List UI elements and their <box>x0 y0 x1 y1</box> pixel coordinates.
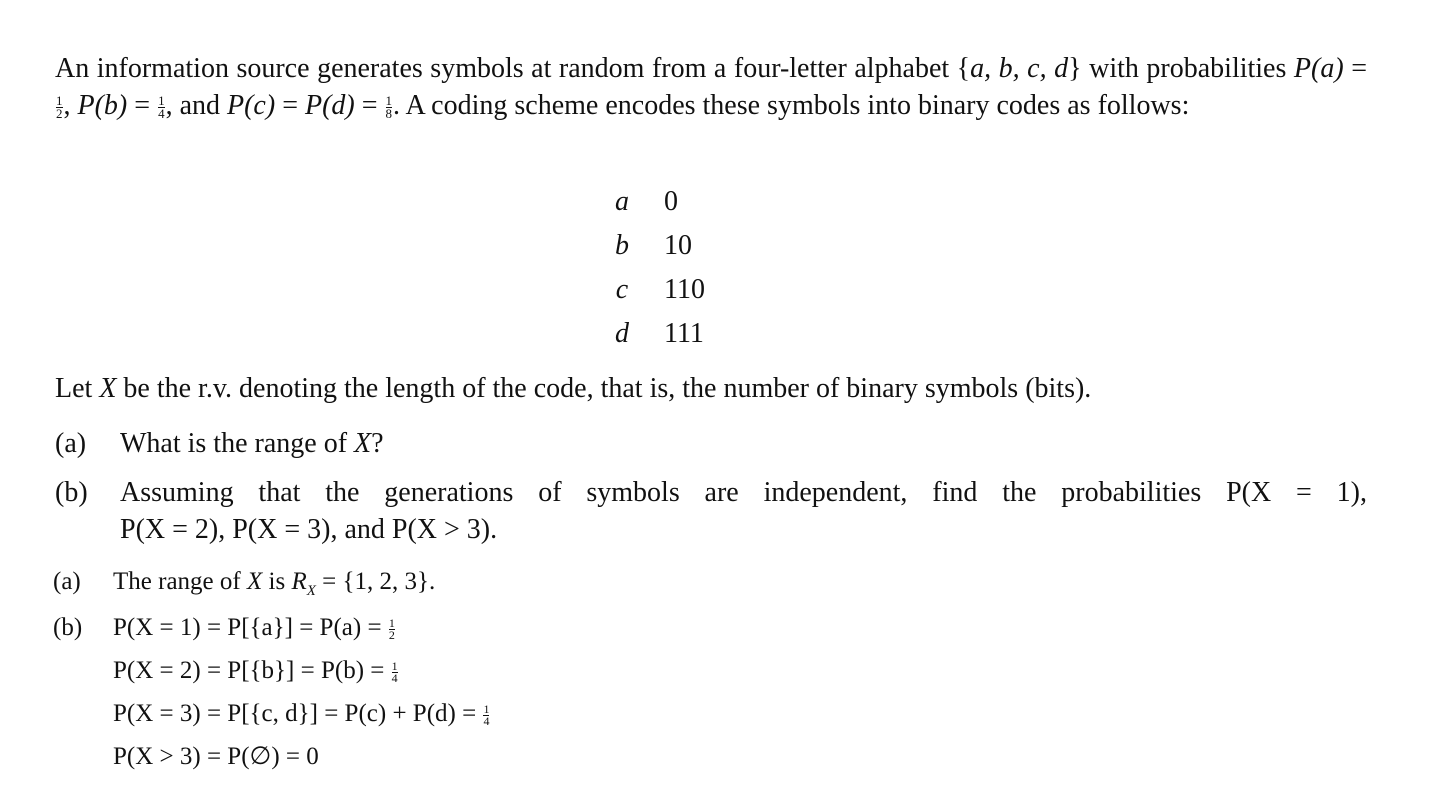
frac-den: 4 <box>158 106 165 122</box>
code-table <box>582 180 705 356</box>
fraction <box>483 704 489 727</box>
question-a <box>55 425 1367 462</box>
intro-text-3: , and <box>165 90 227 121</box>
frac-den: 2 <box>56 106 63 122</box>
question-label: (b) <box>55 477 88 508</box>
solution-text: P(X = 1) = P[{a}] = P(a) = <box>113 614 388 641</box>
frac-den: 2 <box>388 628 395 643</box>
fraction <box>389 618 395 641</box>
equals: = <box>275 90 305 121</box>
frac-den: 4 <box>483 714 490 729</box>
equals: = <box>354 90 385 121</box>
document <box>55 50 1367 124</box>
frac-num: 1 <box>385 93 393 109</box>
prob-c-label: P(c) <box>227 90 276 121</box>
code-symbol: c <box>615 274 629 305</box>
question-label: (a) <box>55 428 87 459</box>
range-subscript: X <box>306 583 316 599</box>
fraction-eighth <box>386 95 393 120</box>
solution-line-3 <box>113 692 490 735</box>
prob-a-label: P(a) <box>1293 53 1344 84</box>
question-text: ? <box>371 428 384 459</box>
let-text-2: be the r.v. denoting the length of the code, that is, the number of binary symbols (bits). <box>116 373 1092 404</box>
question-line-1: Assuming that the generations of symbols are independent, find the probabilities P(X = 1), <box>120 477 1367 508</box>
frac-den: 4 <box>391 671 398 686</box>
intro-text-4: . A coding scheme encodes these symbols into binary codes as follows: <box>393 90 1190 121</box>
code-row <box>582 224 705 268</box>
solution-line-2 <box>113 649 490 692</box>
solution-text: is <box>262 568 292 595</box>
solution-text: P(X = 3) = P[{c, d}] = P(c) + P(d) = <box>113 700 483 727</box>
code-symbol: d <box>615 318 629 349</box>
code-row <box>582 312 705 356</box>
variable-x: X <box>246 568 263 595</box>
solution-body <box>113 606 490 778</box>
code-word: 110 <box>664 274 705 305</box>
separator: , <box>63 90 78 121</box>
fraction-quarter <box>158 95 165 120</box>
solution-b <box>53 606 490 778</box>
solution-text: P(X = 2) = P[{b}] = P(b) = <box>113 657 391 684</box>
question-line-2: P(X = 2), P(X = 3), and P(X > 3). <box>120 514 498 545</box>
frac-num: 1 <box>388 616 395 631</box>
intro-text-1: An information source generates symbols at random from a four-letter alphabet { <box>55 53 971 84</box>
code-symbol: a <box>615 186 629 217</box>
question-text: What is the range of <box>120 428 355 459</box>
question-body <box>120 425 1367 462</box>
question-body <box>120 474 1367 548</box>
frac-num: 1 <box>56 93 63 109</box>
code-word: 10 <box>664 230 692 261</box>
code-symbol: b <box>615 230 629 261</box>
frac-num: 1 <box>391 659 398 674</box>
equals: = <box>127 90 158 121</box>
fraction-half <box>56 95 63 120</box>
frac-num: 1 <box>158 93 165 109</box>
solution-label: (b) <box>53 614 83 641</box>
let-text-1: Let <box>55 373 100 404</box>
variable-x: X <box>99 373 117 404</box>
question-b <box>55 474 1367 548</box>
solution-text: The range of <box>113 568 247 595</box>
random-variable-definition <box>55 370 1091 407</box>
prob-b-label: P(b) <box>77 90 128 121</box>
code-row <box>582 180 705 224</box>
prob-d-label: P(d) <box>304 90 355 121</box>
code-row <box>582 268 705 312</box>
frac-den: 8 <box>385 106 393 122</box>
solution-label: (a) <box>53 568 81 595</box>
equals: = <box>1343 53 1367 84</box>
variable-x: X <box>354 428 372 459</box>
range-symbol: R <box>291 568 307 595</box>
fraction <box>392 661 398 684</box>
alphabet: a, b, c, d <box>970 53 1069 84</box>
code-word: 0 <box>664 186 678 217</box>
code-word: 111 <box>664 318 704 349</box>
solution-text: = {1, 2, 3}. <box>315 568 436 595</box>
frac-num: 1 <box>483 702 490 717</box>
solution-line-4: P(X > 3) = P(∅) = 0 <box>113 743 319 770</box>
problem-intro <box>55 50 1367 124</box>
solution-line-1 <box>113 606 490 649</box>
intro-text-2: } with probabilities <box>1068 53 1294 84</box>
